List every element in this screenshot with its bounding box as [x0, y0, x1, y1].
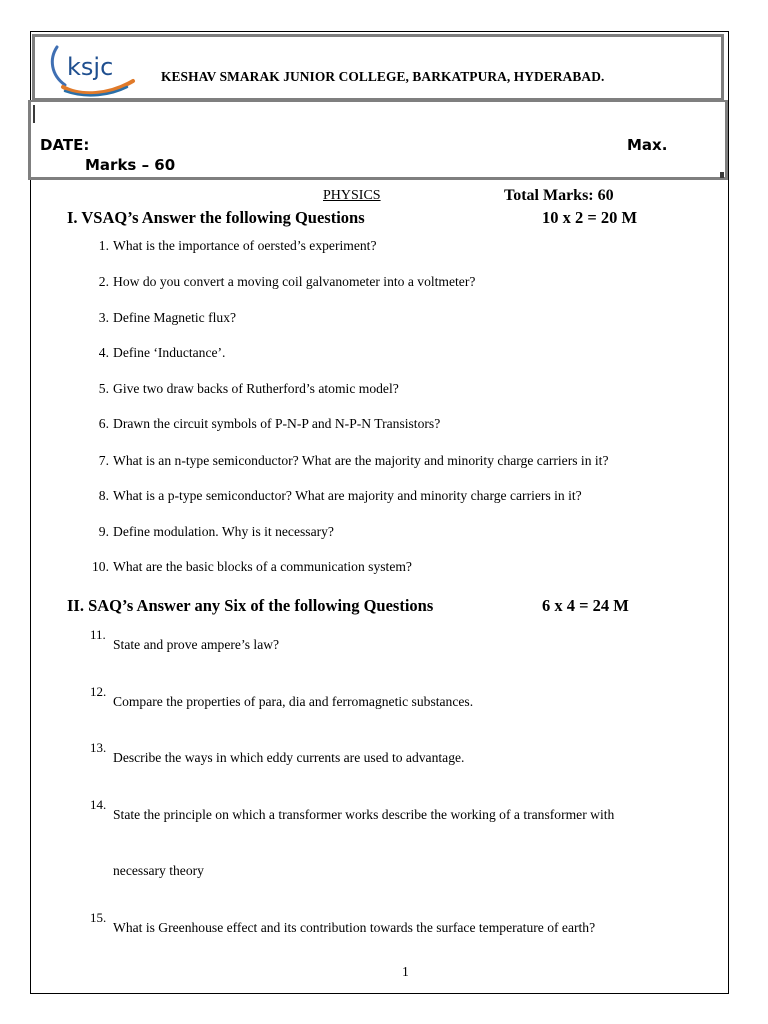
college-logo: [47, 41, 139, 97]
question-number: 14.: [90, 797, 107, 812]
question-text: Drawn the circuit symbols of P-N-P and N-P-N Transistors?: [113, 416, 441, 431]
question-number: 4.: [98, 345, 109, 360]
question-text: What is Greenhouse effect and its contribution towards the surface temperature of earth?: [113, 920, 596, 935]
exam-info-box: [28, 100, 728, 180]
question-number: 5.: [98, 381, 109, 396]
question-number: 8.: [98, 488, 109, 503]
question-text: What are the basic blocks of a communication system?: [113, 559, 412, 574]
question-text: What is an n-type semiconductor? What are the majority and minority charge carriers in it?: [113, 453, 609, 468]
page-number: 1: [402, 964, 409, 979]
question-text: State and prove ampere’s law?: [113, 637, 280, 652]
date-label: DATE:: [40, 136, 90, 154]
question-number: 11.: [90, 627, 106, 642]
question-number: 2.: [98, 274, 109, 289]
question-text: Compare the properties of para, dia and ferromagnetic substances.: [113, 694, 474, 709]
max-label: Max.: [627, 136, 668, 154]
box-marker: [33, 105, 35, 123]
question-text: Describe the ways in which eddy currents are used to advantage.: [113, 750, 465, 765]
question-number: 3.: [98, 310, 109, 325]
section-2-marks: 6 x 4 = 24 M: [542, 596, 629, 615]
question-continuation: necessary theory: [113, 863, 204, 878]
college-name: KESHAV SMARAK JUNIOR COLLEGE, BARKATPURA, HYDERABAD.: [161, 69, 605, 84]
question-number: 6.: [98, 416, 109, 431]
question-text: Define ‘Inductance’.: [113, 345, 226, 360]
question-text: Define Magnetic flux?: [113, 310, 237, 325]
question-text: How do you convert a moving coil galvanometer into a voltmeter?: [113, 274, 476, 289]
logo-text: ksjc: [67, 53, 114, 81]
question-text: What is a p-type semiconductor? What are majority and minority charge carriers in it?: [113, 488, 582, 503]
question-number: 1.: [98, 238, 109, 253]
max-marks-label: Marks – 60: [85, 156, 176, 174]
question-number: 7.: [98, 453, 109, 468]
question-number: 9.: [98, 524, 109, 539]
question-text: Define modulation. Why is it necessary?: [113, 524, 334, 539]
question-number: 15.: [90, 910, 107, 925]
question-text: Give two draw backs of Rutherford’s atomic model?: [113, 381, 399, 396]
question-text: What is the importance of oersted’s experiment?: [113, 238, 377, 253]
total-marks: Total Marks: 60: [504, 187, 614, 204]
subject-title: PHYSICS: [323, 188, 381, 203]
question-number: 12.: [90, 684, 107, 699]
question-number: 10.: [92, 559, 109, 574]
section-1-title: I. VSAQ’s Answer the following Questions: [67, 208, 365, 227]
question-text: State the principle on which a transformer works describe the working of a transformer with: [113, 807, 615, 822]
section-2-title: II. SAQ’s Answer any Six of the following Questions: [67, 596, 434, 615]
college-header: [32, 34, 724, 101]
box-marker: [720, 172, 724, 178]
section-1-marks: 10 x 2 = 20 M: [542, 208, 638, 227]
question-number: 13.: [90, 740, 107, 755]
